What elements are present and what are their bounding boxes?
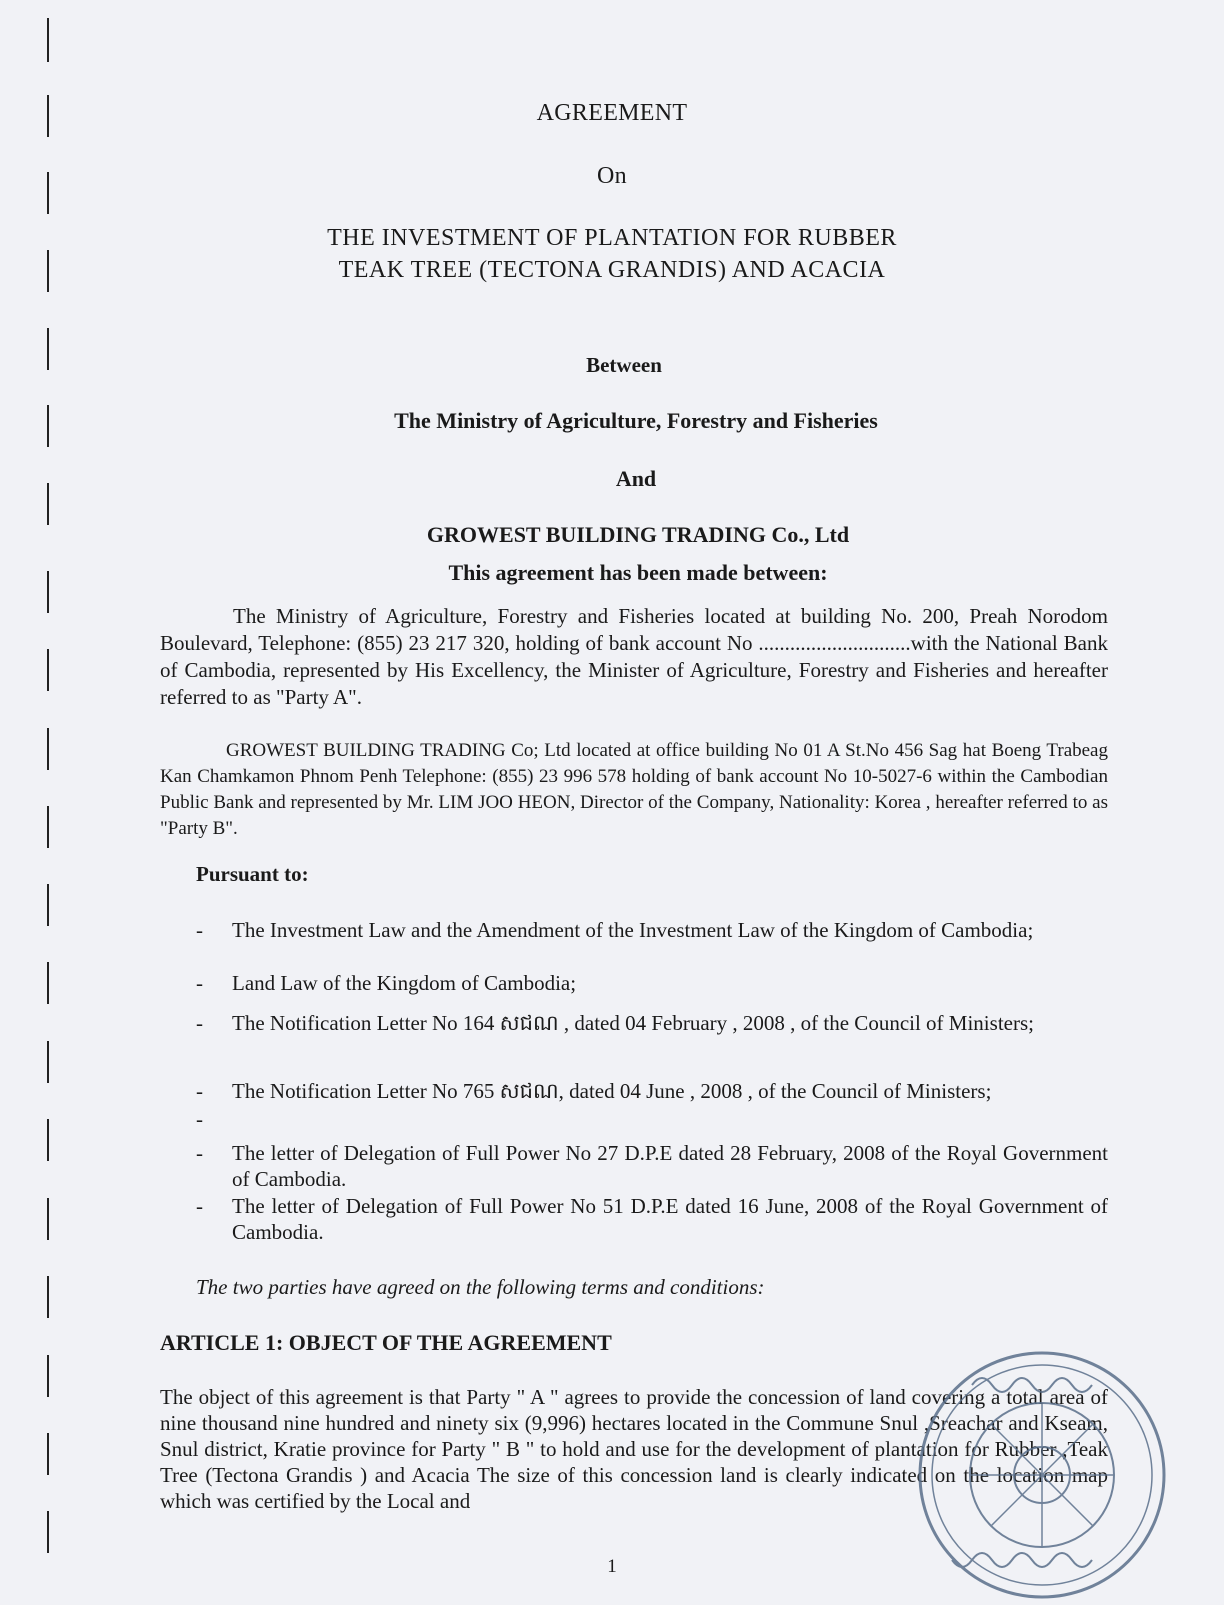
agreed-terms-line: The two parties have agreed on the following terms and conditions: xyxy=(196,1275,765,1299)
party-b-text: GROWEST BUILDING TRADING Co; Ltd located at office building No 01 A St.No 456 Sag hat Boeng Trabeag Kan Chamkamon Phnom Penh Telephone: (855) 23 996 578 holding of bank account No 10-5027-6 within the Cambodian Public Bank and represented by Mr. LIM JOO HEON, Director of the Company, Nationality: Korea , hereafter referred to as "Party B". xyxy=(160,740,1108,839)
document-title: AGREEMENT xyxy=(536,100,688,126)
party-a-text: The Ministry of Agriculture, Forestry and Fisheries located at building No. 200, Preah Norodom Boulevard, Telephone: (855) 23 217 320, holding of bank account No .............................with the National Bank of Cambodia, represented by His Excellency, the Minister of Agriculture, Forestry and Fisheries and hereafter referred to as "Party A". xyxy=(160,604,1108,709)
list-item: - The letter of Delegation of Full Power No 27 D.P.E dated 28 February, 2008 of the Royal Government of Cambodia. xyxy=(196,1141,1108,1191)
margin-mark xyxy=(47,1511,49,1553)
margin-mark xyxy=(47,1276,49,1318)
article-1-text: The object of this agreement is that Party " A " agrees to provide the concession of land covering a total area of nine thousand nine hundred and ninety six (9,996) hectares located in the Commune Snul ,Sreachar and Kseam, Snul district, Kratie province for Party " B " to hold and use for the development of plantation for Rubber ,Teak Tree (Tectona Grandis ) and Acacia The size of this concession land is clearly indicated on the location map which was certified by the Local and xyxy=(160,1385,1108,1513)
list-item: - Land Law of the Kingdom of Cambodia; xyxy=(196,971,577,995)
margin-mark xyxy=(47,1198,49,1240)
margin-mark xyxy=(47,1119,49,1161)
party-a-paragraph xyxy=(160,603,1108,711)
list-item: - The letter of Delegation of Full Power No 51 D.P.E dated 16 June, 2008 of the Royal Government of Cambodia. xyxy=(196,1194,1108,1244)
official-seal-stamp xyxy=(912,1345,1172,1605)
between-line: Between xyxy=(586,353,662,377)
page-number: 1 xyxy=(607,1556,617,1577)
subject-line-1: THE INVESTMENT OF PLANTATION FOR RUBBER xyxy=(327,225,897,251)
list-item: - The Notification Letter No 765 សជណ, dated 04 June , 2008 , of the Council of Ministers; xyxy=(196,1079,992,1103)
party-b-heading: GROWEST BUILDING TRADING Co., Ltd xyxy=(426,522,850,547)
subject-line-2: TEAK TREE (TECTONA GRANDIS) AND ACACIA xyxy=(338,257,886,283)
on-line: On xyxy=(597,163,627,189)
margin-mark xyxy=(47,962,49,1004)
margin-mark xyxy=(47,1433,49,1475)
margin-mark xyxy=(47,18,49,62)
margin-mark xyxy=(47,649,49,691)
pursuant-heading: Pursuant to: xyxy=(196,862,309,886)
document-page: AGREEMENT On THE INVESTMENT OF PLANTATION FOR RUBBER TEAK TREE (TECTONA GRANDIS) AND ACACIA Between The Ministry of Agriculture, Forestry and Fisheries And GROWEST BUILDING TRADING Co., Ltd This agreement has been made between: The Ministry of Agriculture, Forestry and Fisheries located at building No. 200, Preah Norodom Boulevard, Telephone: (855) 23 217 320, holding of bank account No .............................with the National Bank of Cambodia, represented by His Excellency, the Minister of Agriculture, Forestry and Fisheries and hereafter referred to as "Party A". GROWEST BUILDING TRADING Co; Ltd located at office building No 01 A St.No 456 Sag hat Boeng Trabeag Kan Chamkamon Phnom Penh Telephone: (855) 23 996 578 holding of bank account No 10-5027-6 within the Cambodian Public Bank and represented by Mr. LIM JOO HEON, Director of the Company, Nationality: Korea , hereafter referred to as "Party B". Pursuant to: - The Investment Law and the Amendment of the Investment Law of the Kingdom of Cambodia; - Land Law of the Kingdom of Cambodia; - The Notification Letter No 164 សជណ , dated 04 February , 2008 , of the Council of Ministers; - The Notification Letter No 765 សជណ, dated 04 June , 2008 , of the Council of Ministers; - - The letter of Delegation of Full Power No 27 D.P.E dated 28 February, 2008 of the Royal Government of Cambodia. - The letter of Delegation of Full Power No 51 D.P.E dated 16 June, 2008 of the Royal Government of Cambodia. The two parties have agreed on the following terms and conditions: ARTICLE 1: OBJECT OF THE AGREEMENT The object of this agreement is that Party " A " agrees to provide the concession of land covering a total area of nine thousand nine hundred and ninety six (9,996) hectares located in the Commune Snul ,Sreachar and Kseam, Snul district, Kratie province for Party " B " to hold and use for the development of plantation for Rubber ,Teak Tree (Tectona Grandis ) and Acacia The size of this concession land is clearly indicated on the location map which was certified by the Local and 1 xyxy=(0,0,1224,1584)
party-b-paragraph xyxy=(160,738,1108,842)
margin-mark xyxy=(47,1041,49,1083)
party-a-heading: The Ministry of Agriculture, Forestry and Fisheries xyxy=(394,408,878,433)
margin-mark xyxy=(47,884,49,926)
and-line: And xyxy=(615,466,657,491)
list-item: - The Investment Law and the Amendment of the Investment Law of the Kingdom of Cambodia; xyxy=(196,918,1034,942)
margin-mark xyxy=(47,1355,49,1397)
margin-mark xyxy=(47,728,49,770)
article-1-heading: ARTICLE 1: OBJECT OF THE AGREEMENT xyxy=(160,1330,612,1355)
list-item: - The Notification Letter No 164 សជណ , dated 04 February , 2008 , of the Council of Ministers; xyxy=(196,1011,1034,1035)
margin-mark xyxy=(47,806,49,848)
made-between-line: This agreement has been made between: xyxy=(448,560,828,585)
